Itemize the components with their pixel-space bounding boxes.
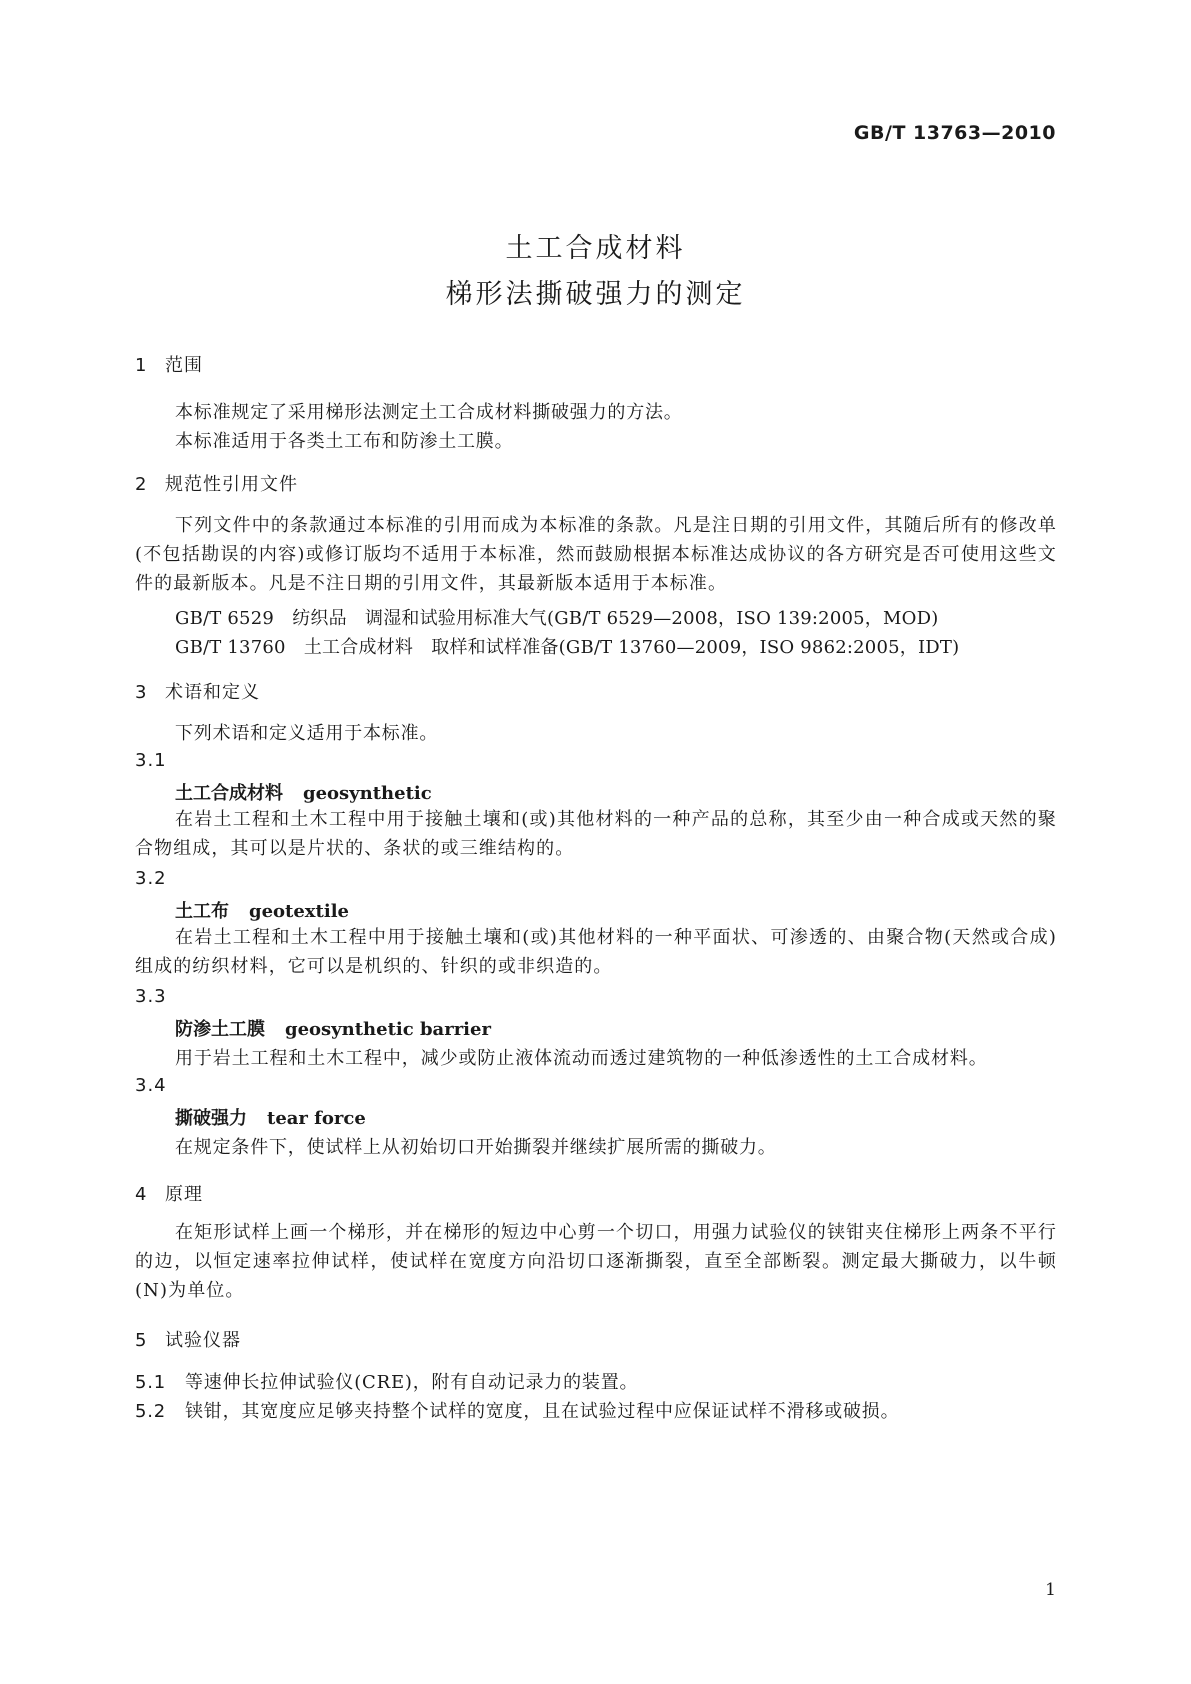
term-geotextile <box>175 897 349 923</box>
section-2-heading <box>135 470 298 496</box>
term-zh: 土工合成材料 <box>175 783 283 804</box>
section-number: 4 <box>135 1184 148 1205</box>
section-title: 范围 <box>165 355 203 376</box>
term-zh: 防渗土工膜 <box>175 1019 265 1040</box>
section-number: 5 <box>135 1330 148 1351</box>
principle-paragraph: 在矩形试样上画一个梯形，并在梯形的短边中心剪一个切口，用强力试验仪的铗钳夹住梯形上两条不平行的边，以恒定速率拉伸试样，使试样在宽度方向沿切口逐渐撕裂，直至全部断裂。测定最大撕破力，以牛顿(N)为单位。 <box>135 1222 1057 1301</box>
doc-title-line1: 土工合成材料 <box>505 233 686 264</box>
clause-number: 3.1 <box>135 750 167 771</box>
scope-paragraph-1: 本标准规定了采用梯形法测定土工合成材料撕破强力的方法。 <box>175 402 683 423</box>
term-geosynthetic-barrier <box>175 1015 491 1041</box>
term-en: geosynthetic barrier <box>285 1019 491 1040</box>
section-number: 3 <box>135 682 148 703</box>
section-title: 规范性引用文件 <box>165 474 298 495</box>
terms-intro: 下列术语和定义适用于本标准。 <box>175 723 439 744</box>
section-3-heading <box>135 678 260 704</box>
section-title: 原理 <box>165 1184 203 1205</box>
reference-gbt-6529: GB/T 6529 纺织品 调湿和试验用标准大气(GB/T 6529—2008，ISO 139:2005，MOD) <box>175 608 939 629</box>
normative-refs-paragraph: 下列文件中的条款通过本标准的引用而成为本标准的条款。凡是注日期的引用文件，其随后所有的修改单(不包括勘误的内容)或修订版均不适用于本标准，然而鼓励根据本标准达成协议的各方研究是否可使用这些文件的最新版本。凡是不注日期的引用文件，其最新版本适用于本标准。 <box>135 515 1057 594</box>
term-definition: 在岩土工程和土木工程中用于接触土壤和(或)其他材料的一种平面状、可渗透的、由聚合物(天然或合成)组成的纺织材料，它可以是机织的、针织的或非织造的。 <box>135 927 1057 977</box>
section-title: 试验仪器 <box>165 1330 241 1351</box>
clause-number: 3.2 <box>135 868 167 889</box>
term-zh: 土工布 <box>175 901 229 922</box>
standard-code: GB/T 13763—2010 <box>853 122 1056 144</box>
term-en: geotextile <box>249 901 349 922</box>
section-1-heading <box>135 351 203 377</box>
apparatus-item-5-2 <box>135 1397 899 1423</box>
term-zh: 撕破强力 <box>175 1108 247 1129</box>
term-tear-force <box>175 1104 366 1130</box>
item-number: 5.2 <box>135 1401 167 1422</box>
term-definition: 在岩土工程和土木工程中用于接触土壤和(或)其他材料的一种产品的总称，其至少由一种合成或天然的聚合物组成，其可以是片状的、条状的或三维结构的。 <box>135 809 1057 859</box>
section-number: 2 <box>135 474 148 495</box>
section-5-heading <box>135 1326 241 1352</box>
page-number: 1 <box>1045 1580 1056 1600</box>
term-definition: 用于岩土工程和土木工程中，减少或防止液体流动而透过建筑物的一种低渗透性的土工合成材料。 <box>175 1048 988 1069</box>
clause-number: 3.4 <box>135 1075 167 1096</box>
term-geosynthetic <box>175 779 432 805</box>
term-definition: 在规定条件下，使试样上从初始切口开始撕裂并继续扩展所需的撕破力。 <box>175 1137 777 1158</box>
term-en: tear force <box>267 1108 366 1129</box>
item-text: 铗钳，其宽度应足够夹持整个试样的宽度，且在试验过程中应保证试样不滑移或破损。 <box>185 1401 900 1422</box>
item-text: 等速伸长拉伸试验仪(CRE)，附有自动记录力的装置。 <box>185 1372 639 1393</box>
clause-number: 3.3 <box>135 986 167 1007</box>
reference-gbt-13760: GB/T 13760 土工合成材料 取样和试样准备(GB/T 13760—2009，ISO 9862:2005，IDT) <box>175 637 960 658</box>
item-number: 5.1 <box>135 1372 167 1393</box>
section-number: 1 <box>135 355 148 376</box>
doc-title-line2: 梯形法撕破强力的测定 <box>445 279 746 310</box>
scope-paragraph-2: 本标准适用于各类土工布和防渗土工膜。 <box>175 431 514 452</box>
term-en: geosynthetic <box>303 783 432 804</box>
section-title: 术语和定义 <box>165 682 260 703</box>
apparatus-item-5-1 <box>135 1368 638 1394</box>
section-4-heading <box>135 1180 203 1206</box>
